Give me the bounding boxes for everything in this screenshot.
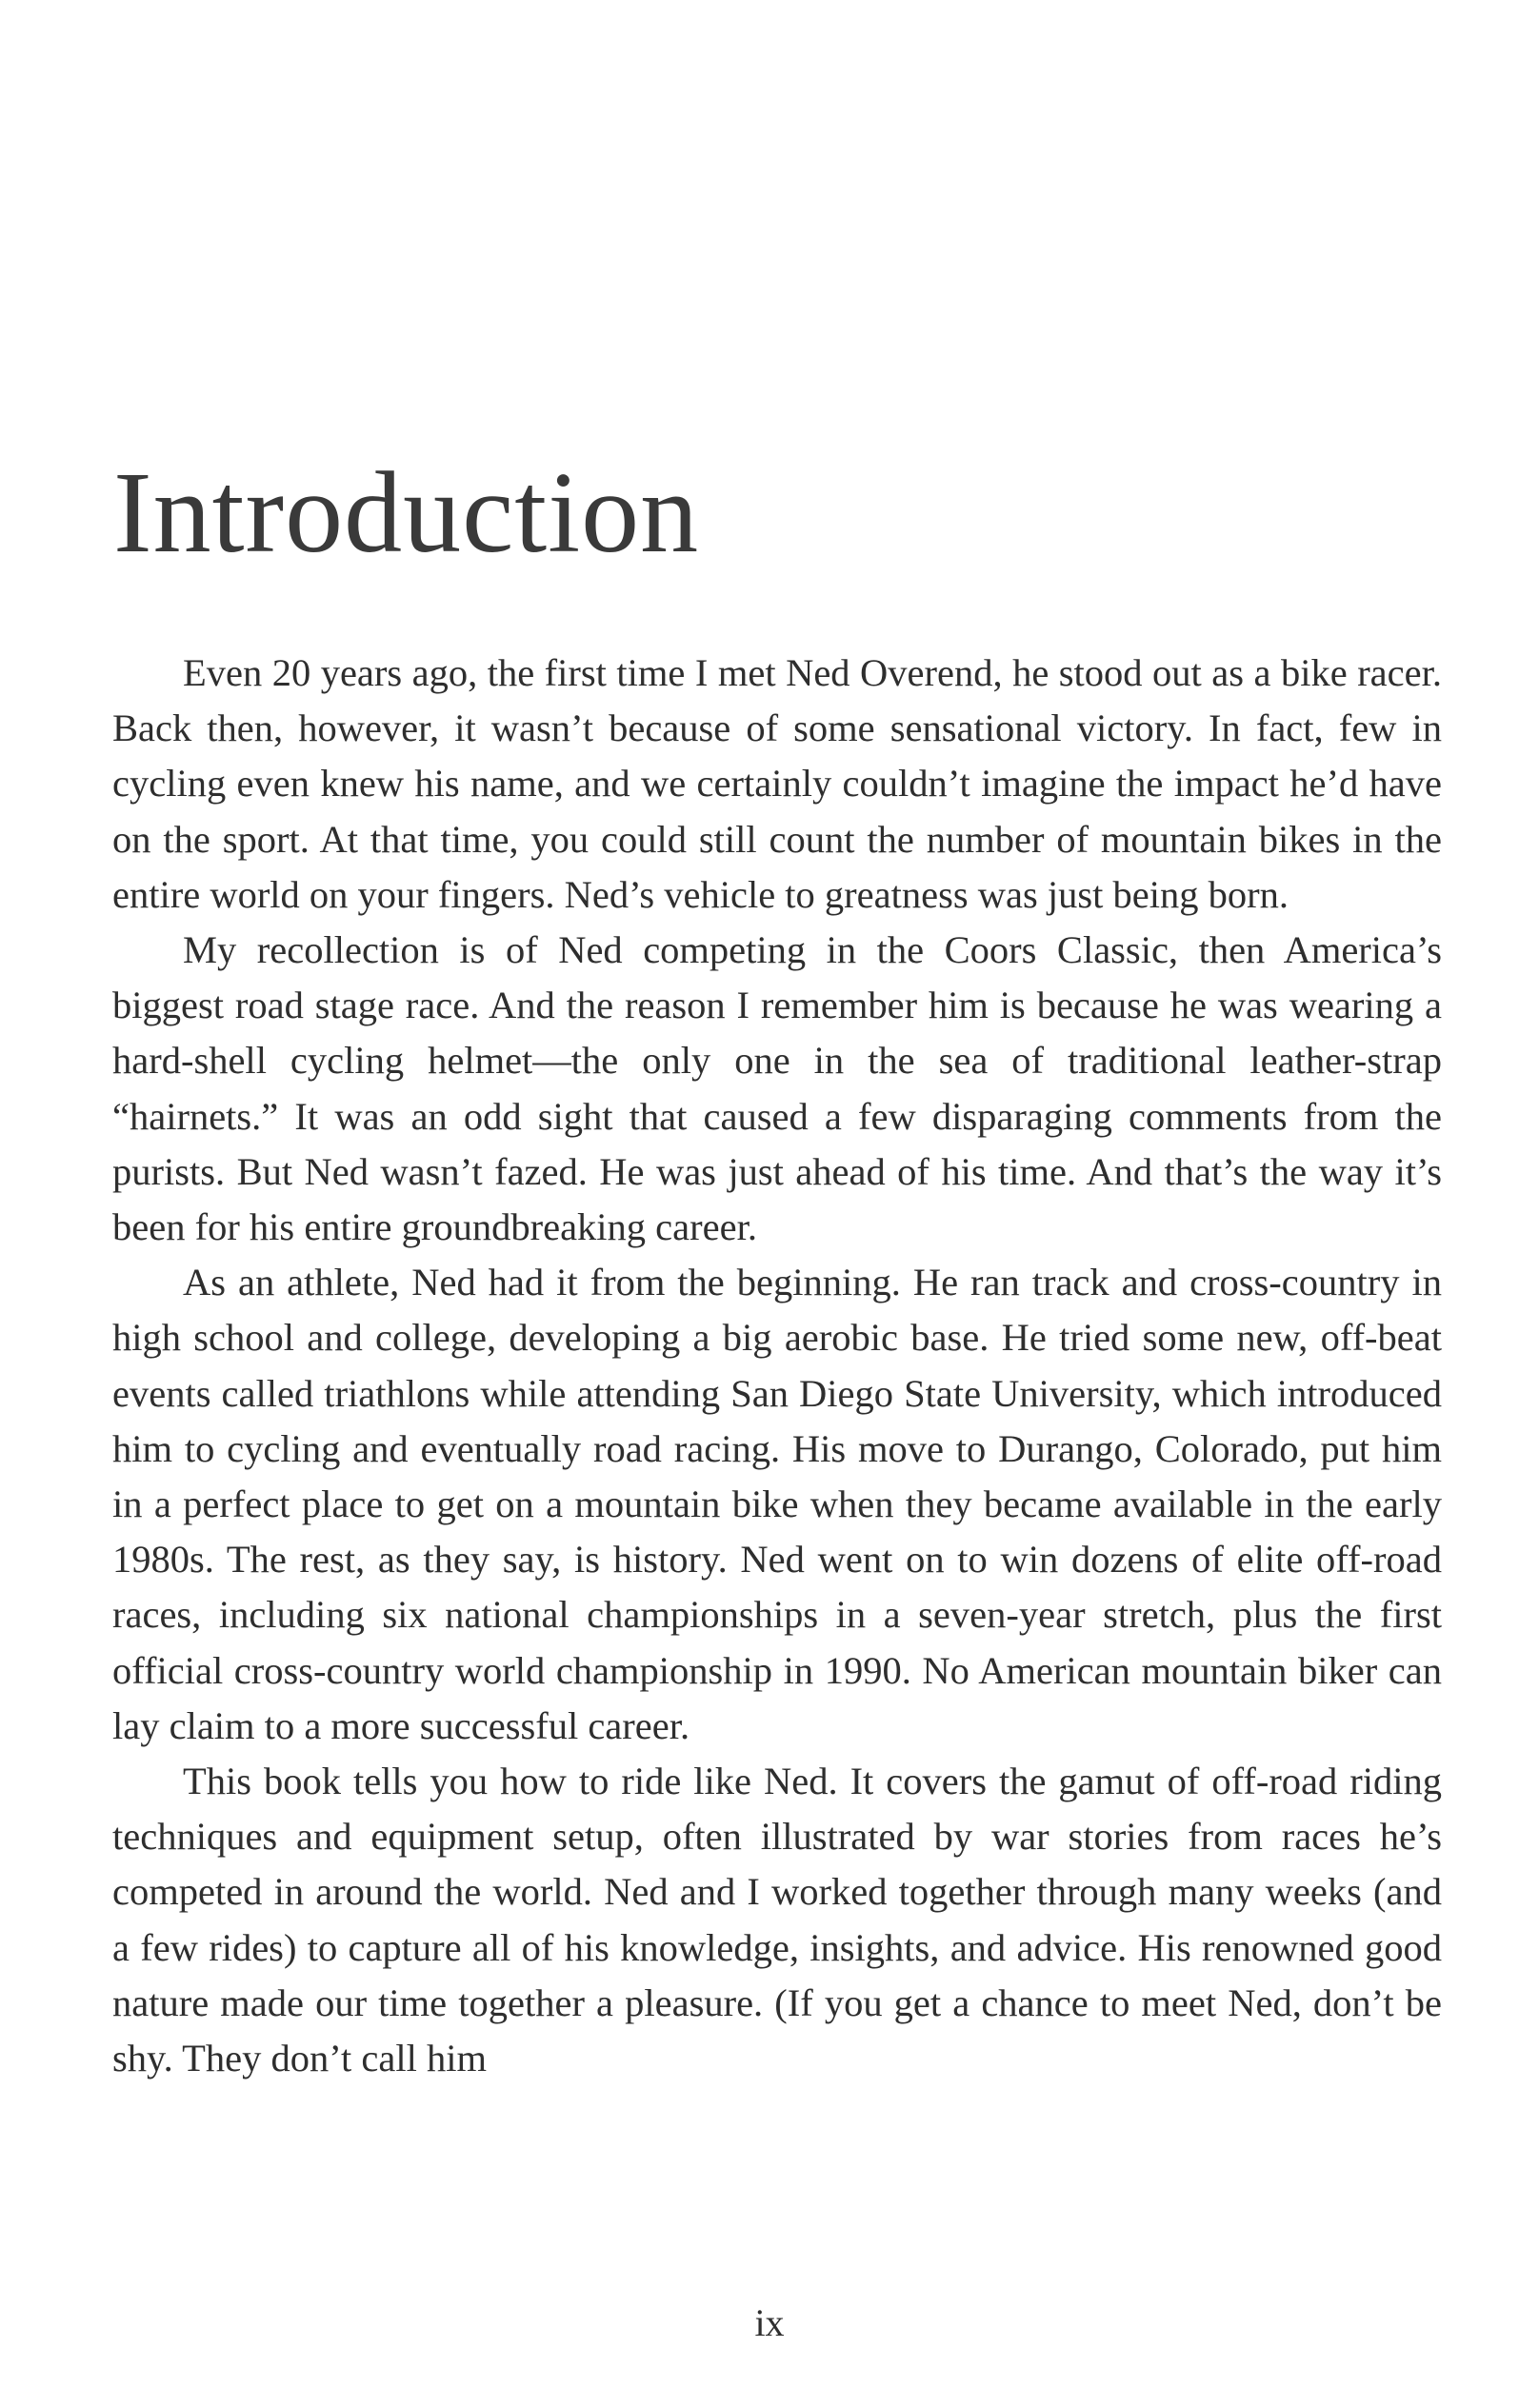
- paragraph: My recollection is of Ned competing in the Coors Classic, then America’s biggest road stage race. And the reason I remember him is because he was wearing a hard-shell cycling helmet—the only one in the sea of traditional leather-strap “hairnets.” It was an odd sight that caused a few disparaging comments from the purists. But Ned wasn’t fazed. He was just ahead of his time. And that’s the way it’s been for his entire groundbreaking career.: [112, 928, 1442, 1249]
- chapter-title: Introduction: [113, 448, 700, 577]
- page-number: ix: [754, 2301, 785, 2344]
- paragraph: This book tells you how to ride like Ned. It covers the gamut of off-road riding techniques and equipment setup, often illustrated by war stories from races he’s competed in around the world. Ned and I worked together through many weeks (and a few rides) to capture all of his knowledge, insights, and advice. His renowned good nature made our time together a pleasure. (If you get a chance to meet Ned, don’t be shy. They don’t call him: [112, 1760, 1442, 2080]
- body-text: [112, 646, 1442, 2086]
- paragraph: As an athlete, Ned had it from the beginning. He ran track and cross-country in high school and college, developing a big aerobic base. He tried some new, off-beat events called triathlons while attending San Diego State University, which introduced him to cycling and eventually road racing. His move to Durango, Colorado, put him in a perfect place to get on a mountain bike when they became available in the early 1980s. The rest, as they say, is history. Ned went on to win dozens of elite off-road races, including six national championships in a seven-year stretch, plus the first official cross-country world championship in 1990. No American mountain biker can lay claim to a more successful career.: [112, 1261, 1442, 1747]
- paragraph: Even 20 years ago, the first time I met Ned Overend, he stood out as a bike racer. Back then, however, it wasn’t because of some sensational victory. In fact, few in cycling even knew his name, and we certainly couldn’t imagine the impact he’d have on the sport. At that time, you could still count the number of mountain bikes in the entire world on your fingers. Ned’s vehicle to greatness was just being born.: [112, 651, 1442, 916]
